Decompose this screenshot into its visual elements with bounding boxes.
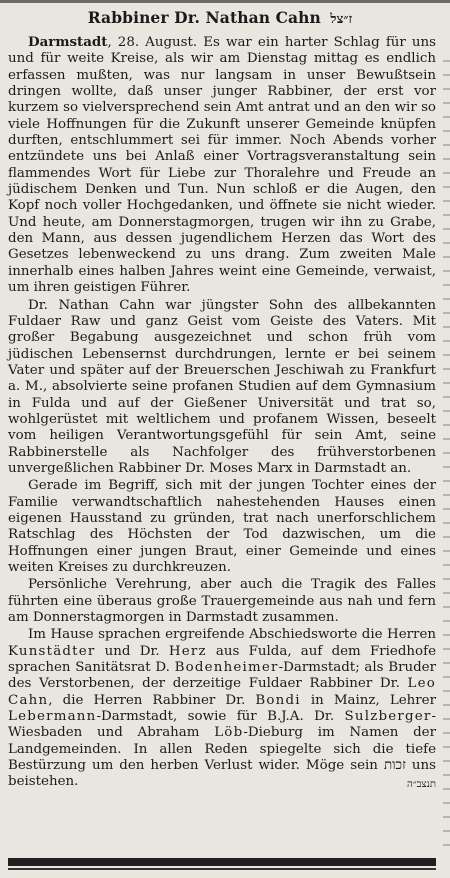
article-body xyxy=(8,34,436,794)
paragraph-4: Persönliche Verehrung, aber auch die Tragik des Falles führten eine überaus große Trauergemeinde aus nah und fern am Donnerstagmorgen in Darmstadt zusammen. xyxy=(8,577,436,626)
p5-text: , die Herren Rabbiner Dr. xyxy=(48,692,256,708)
speaker-name: Bondi xyxy=(255,692,301,708)
dateline-date: , 28. August. xyxy=(107,35,198,50)
paragraph-3: Gerade im Begriff, sich mit der jungen Tochter eines der Familie verwandtschaftlich nahestehenden Hauses einen eigenen Hausstand zu gründen, trat nach unerforschlichem Ratschlag des Höchsten der Tod dazwischen, um die Hoffnungen einer jungen Braut, einer Gemeinde und eines weiten Kreises zu durchkreuzen. xyxy=(8,478,436,575)
paragraph-1-text: Es war ein harter Schlag für uns und für weite Kreise, als wir am Dienstag mittag es endlich erfassen mußten, was nur langsam in unser Bewußtsein dringen wollte, daß unser junger Rabbiner, der erst vor kurzem so vielversprechend sein Amt antrat und an den wir so viele Hoffnungen für die Zukunft unserer Gemeinde knüpfen durften, entschlummert sei für immer. Noch Abends vorher entzündete uns bei Anlaß einer Vortragsveranstaltung sein flammendes Wort für Liebe zur Thoralehre und Freude an jüdischem Denken und Tun. Nun schloß er die Augen, den Kopf noch voller Hochgedanken, und öffnete sie nicht wieder. Und heute, am Donnerstagmorgen, trugen wir ihn zu Grabe, den Mann, aus dessen jugendlichem Herzen das Wort des Gesetzes lebenweckend zu uns drang. Zum zweiten Male innerhalb eines halben Jahres weint eine Gemeinde, verwaist, um ihren geistigen Führer. xyxy=(8,35,436,296)
speaker-name: Lebermann xyxy=(8,709,97,725)
bottom-rule-thick xyxy=(8,858,436,866)
p5-text: in Mainz, Lehrer xyxy=(300,692,436,708)
p5-text: -Darmstadt; als Bruder des Verstorbenen, der derzeitige Fuldaer Rabbiner Dr. xyxy=(8,660,437,692)
p5-text: und Dr. xyxy=(95,643,169,659)
speaker-name: Löb xyxy=(214,725,244,741)
p5-text: Im Hause sprachen ergreifende Abschiedsworte die Herren xyxy=(28,627,436,643)
p5-text: -Wiesbaden und Abraham xyxy=(8,709,436,741)
p5-text: aus Fulda, auf dem Friedhofe sprachen Sanitätsrat D. xyxy=(8,643,436,676)
top-rule xyxy=(0,0,450,3)
paragraph-2: Dr. Nathan Cahn war jüngster Sohn des allbekannten Fuldaer Raw und ganz Geist vom Geiste des Vaters. Mit großer Begabung ausgezeichnet und schon früh vom jüdischen Lebensernst durchdrungen, lernte er bei seinem Vater und später auf der Breuerschen Jeschiwah zu Frankfurt a. M., absolvierte seine profanen Studien auf dem Gymnasium in Fulda und auf der Gießener Universität und trat so, wohlgerüstet mit weltlichem und profanem Wissen, beseelt vom heiligen Verantwortungsgefühl für sein Amt, seine Rabbinerstelle als Nachfolger des frühverstorbenen unvergeßlichen Rabbiner Dr. Moses Marx in Darmstadt an. xyxy=(8,297,436,476)
speaker-name: Bodenheimer xyxy=(174,660,279,676)
dateline-city: Darmstadt xyxy=(28,34,108,50)
p5-text: uns beistehen. xyxy=(8,758,436,790)
article-headline xyxy=(0,8,440,27)
speaker-name: Kunstädter xyxy=(8,643,96,659)
paragraph-5 xyxy=(8,627,436,790)
closing-abbreviation: תנצב״ה xyxy=(407,779,436,791)
headline-hebrew: ז״צל xyxy=(330,12,353,27)
adjacent-column-edge xyxy=(443,60,450,850)
speaker-name: Sulzberger xyxy=(344,709,432,725)
bottom-rule-thin xyxy=(8,868,436,870)
paragraph-1 xyxy=(8,34,436,297)
speaker-name: Leo Cahn xyxy=(8,676,436,708)
speaker-name: Herz xyxy=(168,643,207,659)
hebrew-word: זכות xyxy=(383,758,406,774)
p5-text: -Dieburg im Namen der Landgemeinden. In allen Reden spiegelte sich die tiefe Bestürzung um den herben Verlust wider. Möge sein xyxy=(8,725,436,774)
headline-title: Rabbiner Dr. Nathan Cahn xyxy=(87,8,321,27)
p5-text: -Darmstadt, sowie für B.J.A. Dr. xyxy=(96,709,345,725)
